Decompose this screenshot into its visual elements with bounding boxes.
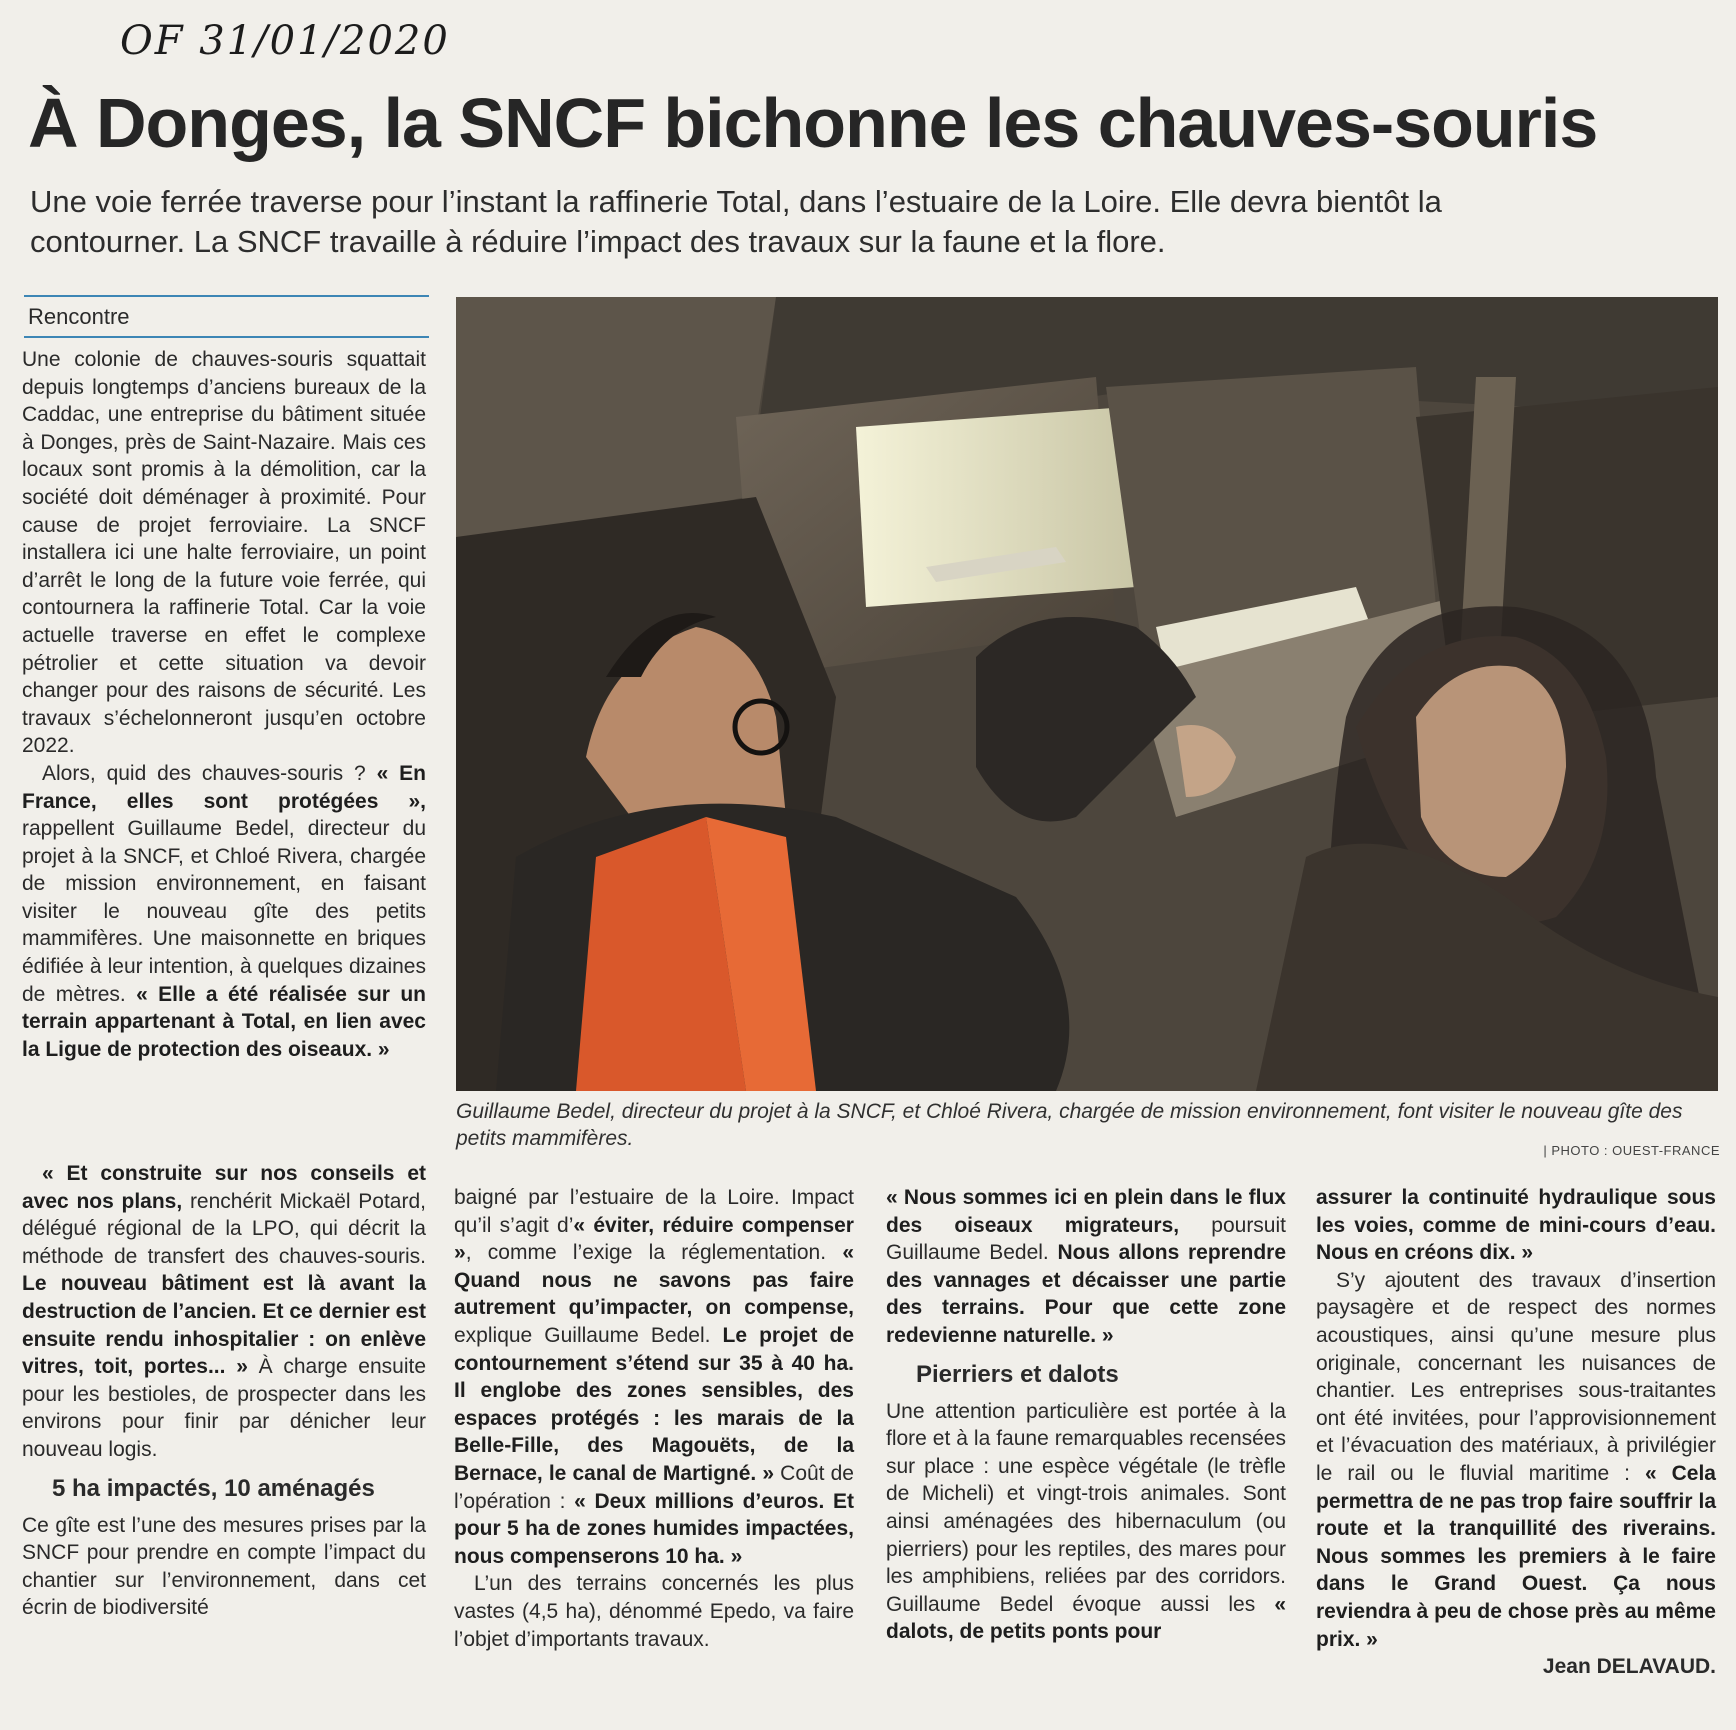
rubric-label: Rencontre	[28, 304, 130, 329]
paragraph: Une attention particulière est portée à la flore et à la faune remarquables recensées sur place : une espèce végétale (le trèfle de Micheli) et vingt-trois animales. Sont ainsi aménagées des hibernaculum (ou pierriers) pour les reptiles, des mares pour les amphibiens, reliées par des corridors. Guillaume Bedel évoque aussi les « dalots, de petits ponts pour	[886, 1399, 1286, 1644]
photo-caption: Guillaume Bedel, directeur du projet à la SNCF, et Chloé Rivera, chargée de mission environnement, font visiter le nouveau gîte des petits mammifères.	[456, 1100, 1683, 1150]
paragraph: Une colonie de chauves-souris squattait depuis longtemps d’anciens bureaux de la Caddac, une entreprise du bâtiment située à Donges, près de Saint-Nazaire. Mais ces locaux sont promis à la démolition, car la société doit déménager à proximité. Pour cause de projet ferroviaire. La SNCF installera ici une halte ferroviaire, un point d’arrêt le long de la future voie ferrée, qui contournera la raffinerie Total. Car la voie actuelle traverse en effet le complexe pétrolier et cette situation va devoir changer pour des raisons de sécurité. Les travaux s’échelonneront jusqu’en octobre 2022.	[22, 348, 426, 758]
paragraph: baigné par l’estuaire de la Loire. Impact qu’il s’agit d’« éviter, réduire compenser », comme l’exige la réglementation. « Quand nous ne savons pas faire autrement qu’impacter, on compense, explique Guillaume Bedel. Le projet de contournement s’étend sur 35 à 40 ha. Il englobe des zones sensibles, des espaces protégés : les marais de la Belle-Fille, des Magouëts, de la Bernace, le canal de Martigné. » Coût de l’opération : « Deux millions d’euros. Et pour 5 ha de zones humides impactées, nous compenserons 10 ha. »	[454, 1186, 855, 1568]
photo-illustration	[456, 297, 1718, 1091]
article-column-1-continued	[22, 1160, 426, 1622]
article-standfirst: Une voie ferrée traverse pour l’instant la raffinerie Total, dans l’estuaire de la Loire. Elle devra bientôt la contourner. La SNCF travaille à réduire l’impact des travaux sur la faune et la flore.	[30, 184, 1442, 259]
paragraph: Ce gîte est l’une des mesures prises par la SNCF pour prendre en compte l’impact du chantier sur l’environnement, dans cet écrin de biodiversité	[22, 1513, 426, 1620]
author-signature: Jean DELAVAUD.	[1542, 1655, 1716, 1679]
rubric-rule-top	[24, 295, 429, 297]
article-column-2	[454, 1184, 854, 1653]
article-headline: À Donges, la SNCF bichonne les chauves-souris	[28, 84, 1598, 162]
article-column-3	[886, 1184, 1286, 1646]
subheading: Pierriers et dalots	[916, 1360, 1119, 1388]
photo-credit: | PHOTO : OUEST-FRANCE	[1543, 1143, 1720, 1158]
paragraph: L’un des terrains concernés les plus vastes (4,5 ha), dénommé Epedo, va faire l’objet d’importants travaux.	[454, 1572, 854, 1651]
rubric-rule-bottom	[24, 336, 429, 338]
paragraph: « Et construite sur nos conseils et avec nos plans, renchérit Mickaël Potard, délégué régional de la LPO, qui décrit la méthode de transfert des chauves-souris. Le nouveau bâtiment est là avant la destruction de l’ancien. Et ce dernier est ensuite rendu inhospitalier : on enlève vitres, toit, portes... » À charge ensuite pour les bestioles, de prospecter dans les environs pour finir par dénicher leur nouveau logis.	[22, 1162, 426, 1461]
paragraph: « Nous sommes ici en plein dans le flux des oiseaux migrateurs, poursuit Guillaume Bedel. Nous allons reprendre des vannages et décaisser une partie des terrains. Pour que cette zone redevienne naturelle. »	[886, 1186, 1286, 1347]
paragraph: assurer la continuité hydraulique sous les voies, comme de mini-cours d’eau. Nous en créons dix. »	[1316, 1186, 1716, 1265]
subheading: 5 ha impactés, 10 aménagés	[52, 1474, 375, 1502]
handwritten-date-note: OF 31/01/2020	[120, 18, 450, 64]
paragraph: S’y ajoutent des travaux d’insertion paysagère et de respect des normes acoustiques, ainsi qu’une mesure plus originale, concernant les nuisances de chantier. Les entreprises sous-traitantes ont été invitées, pour l’approvisionnement et l’évacuation des matériaux, à privilégier le rail ou le fluvial maritime : « Cela permettra de ne pas trop faire souffrir la route et la tranquillité des riverains. Nous sommes les premiers à le faire dans le Grand Ouest. Ça nous reviendra à peu de chose près au même prix. »	[1316, 1268, 1716, 1651]
article-column-4	[1316, 1184, 1716, 1681]
article-photo	[456, 297, 1718, 1091]
paragraph: Alors, quid des chauves-souris ? « En France, elles sont protégées », rappellent Guillaume Bedel, directeur du projet à la SNCF, et Chloé Rivera, chargée de mission environnement, en faisant visiter le nouveau gîte des petits mammifères. Une maisonnette en briques édifiée à leur intention, à quelques dizaines de mètres. « Elle a été réalisée sur un terrain appartenant à Total, en lien avec la Ligue de protection des oiseaux. »	[22, 761, 426, 1061]
article-column-1	[22, 346, 426, 1063]
